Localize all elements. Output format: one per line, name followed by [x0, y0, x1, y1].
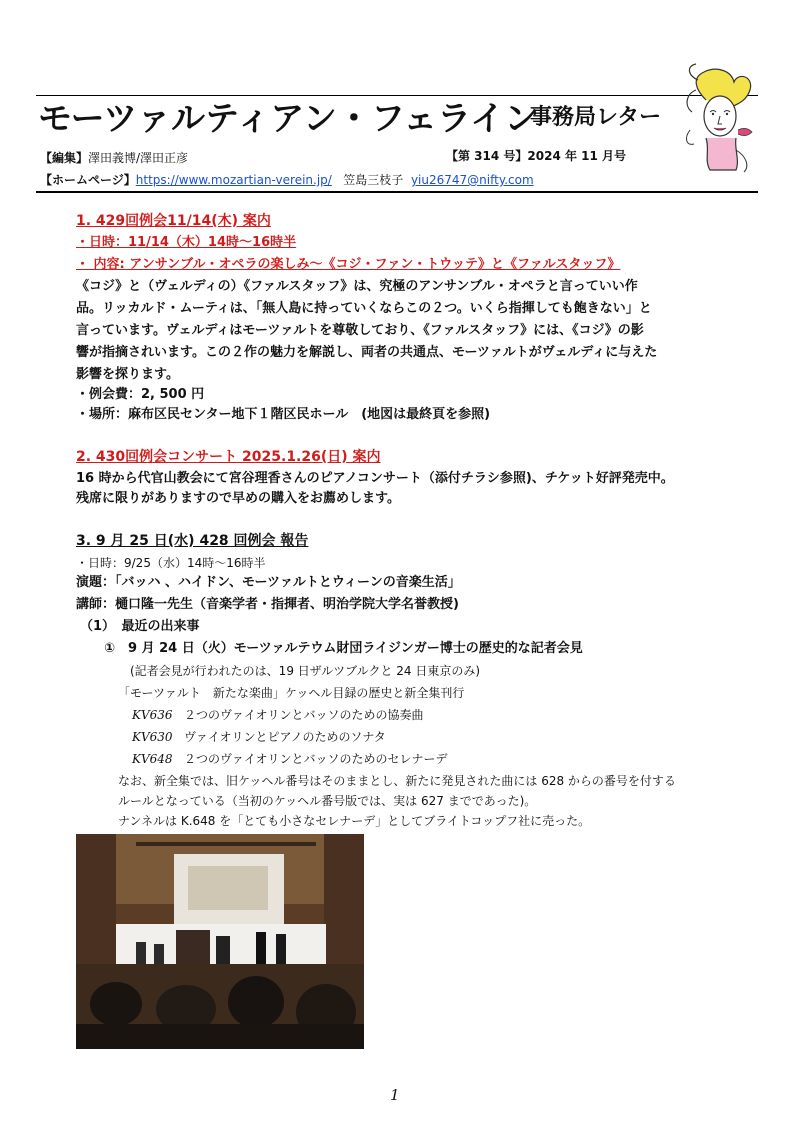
- section3-note2: 「モーツァルト 新たな楽曲」ケッヘル目録の歴史と新全集刊行: [118, 686, 465, 700]
- section1-content: ・ 内容: アンサンブル・オペラの楽しみ〜《コジ・ファン・トウッテ》と《ファルスタッフ》: [76, 257, 621, 272]
- section1-body-line: 影響を探ります。: [76, 367, 179, 382]
- section1-body-line: 響が指摘されいます。この２作の魅力を解説し、両者の共通点、モーツァルトがヴェルディに与えた: [76, 345, 658, 360]
- kv-list-item: [132, 728, 386, 746]
- section3-item1: ① 9 月 24 日（火）モーツァルテウム財団ライジンガー博士の歴史的な記者会見: [104, 641, 583, 656]
- section3-theme: 演題：「バッハ 、ハイドン、モーツァルトとウィーンの音楽生活」: [76, 575, 461, 590]
- section1-title: 1. 429回例会11/14(木) 案内: [76, 213, 271, 229]
- kv-description: ２つのヴァイオリンとバッソのためのセレナーデ: [184, 752, 448, 766]
- kv-number: KV648: [132, 752, 173, 766]
- section1-body-line: 品。リッカルド・ムーティは、「無人島に持っていくならこの２つ。いくら指揮しても飽きない」と: [76, 301, 652, 316]
- contact-name: 笠島三枝子: [343, 173, 404, 187]
- section2-body-line: 16 時から代官山教会にて宮谷理香さんのピアノコンサート（添付チラシ参照)、チケット好評発売中。: [76, 471, 674, 486]
- page-number: 1: [390, 1086, 400, 1104]
- section3-paragraph-line: なお、新全集では、旧ケッヘル番号はそのままとし、新たに発見された曲には 628 からの番号を付する: [118, 774, 676, 788]
- newsletter-title: モーツァルティアン・フェライン: [38, 99, 539, 139]
- homepage-label: 【ホームページ】: [40, 173, 136, 187]
- section3-lecturer: 講師：樋口隆一先生（音楽学者・指揮者、明治学院大学名誉教授): [76, 597, 459, 612]
- section1-fee: ・例会費：2, 500 円: [76, 387, 205, 402]
- section2-title: 2. 430回例会コンサート 2025.1.26(日) 案内: [76, 449, 381, 465]
- section3-title: 3. 9 月 25 日(水) 428 回例会 報告: [76, 533, 309, 549]
- section2-body-line: 残席に限りがありますので早めの購入をお薦めします。: [76, 491, 400, 506]
- section1-place: ・場所：麻布区民センター地下１階区民ホール (地図は最終頁を参照): [76, 407, 491, 422]
- section3-note1: (記者会見が行われたのは、19 日ザルツブルクと 24 日東京のみ): [130, 664, 481, 678]
- newsletter-subtitle: 事務局レター: [530, 105, 662, 130]
- kv-description: ２つのヴァイオリンとバッソのための協奏曲: [184, 708, 424, 722]
- section3-paragraph-line: ナンネルは K.648 を「とても小さなセレナーデ」としてブライトコップフ社に売った。: [118, 814, 591, 828]
- homepage-link[interactable]: https://www.mozartian-verein.jp/: [135, 173, 332, 187]
- homepage-line: [40, 172, 534, 188]
- issue-number: 【第 314 号】2024 年 11 月号: [446, 149, 627, 163]
- header-bottom-rule: [36, 191, 758, 193]
- press-conference-photo: [76, 834, 364, 1049]
- kv-list-item: [132, 706, 424, 724]
- editors-line: [40, 150, 188, 166]
- kv-description: ヴァイオリンとピアノのためのソナタ: [184, 730, 386, 744]
- section1-body-line: 言っています。ヴェルディはモーツァルトを尊敬しており、《ファルスタッフ》には、《コジ》の影: [76, 323, 644, 338]
- edit-label: 【編集】: [40, 151, 89, 165]
- section3-paragraph-line: ルールとなっている（当初のケッヘル番号版では、実は 627 までであった)。: [118, 794, 537, 808]
- kv-list-item: [132, 750, 448, 768]
- mozart-caricature-logo: [676, 60, 760, 180]
- contact-email-link[interactable]: yiu26747@nifty.com: [410, 173, 534, 187]
- section1-date: ・日時：11/14（木）14時〜16時半: [76, 235, 297, 250]
- section3-subheading: （1） 最近の出来事: [80, 619, 200, 634]
- header-top-rule: [36, 95, 758, 96]
- kv-number: KV636: [132, 708, 173, 722]
- kv-number: KV630: [132, 730, 173, 744]
- section3-date: ・日時：9/25（水）14時〜16時半: [76, 556, 266, 570]
- editor-names: 澤田義博/澤田正彦: [88, 151, 189, 165]
- section1-body-line: 《コジ》と（ヴェルディの）《ファルスタッフ》は、究極のアンサンブル・オペラと言っていい作: [76, 279, 638, 294]
